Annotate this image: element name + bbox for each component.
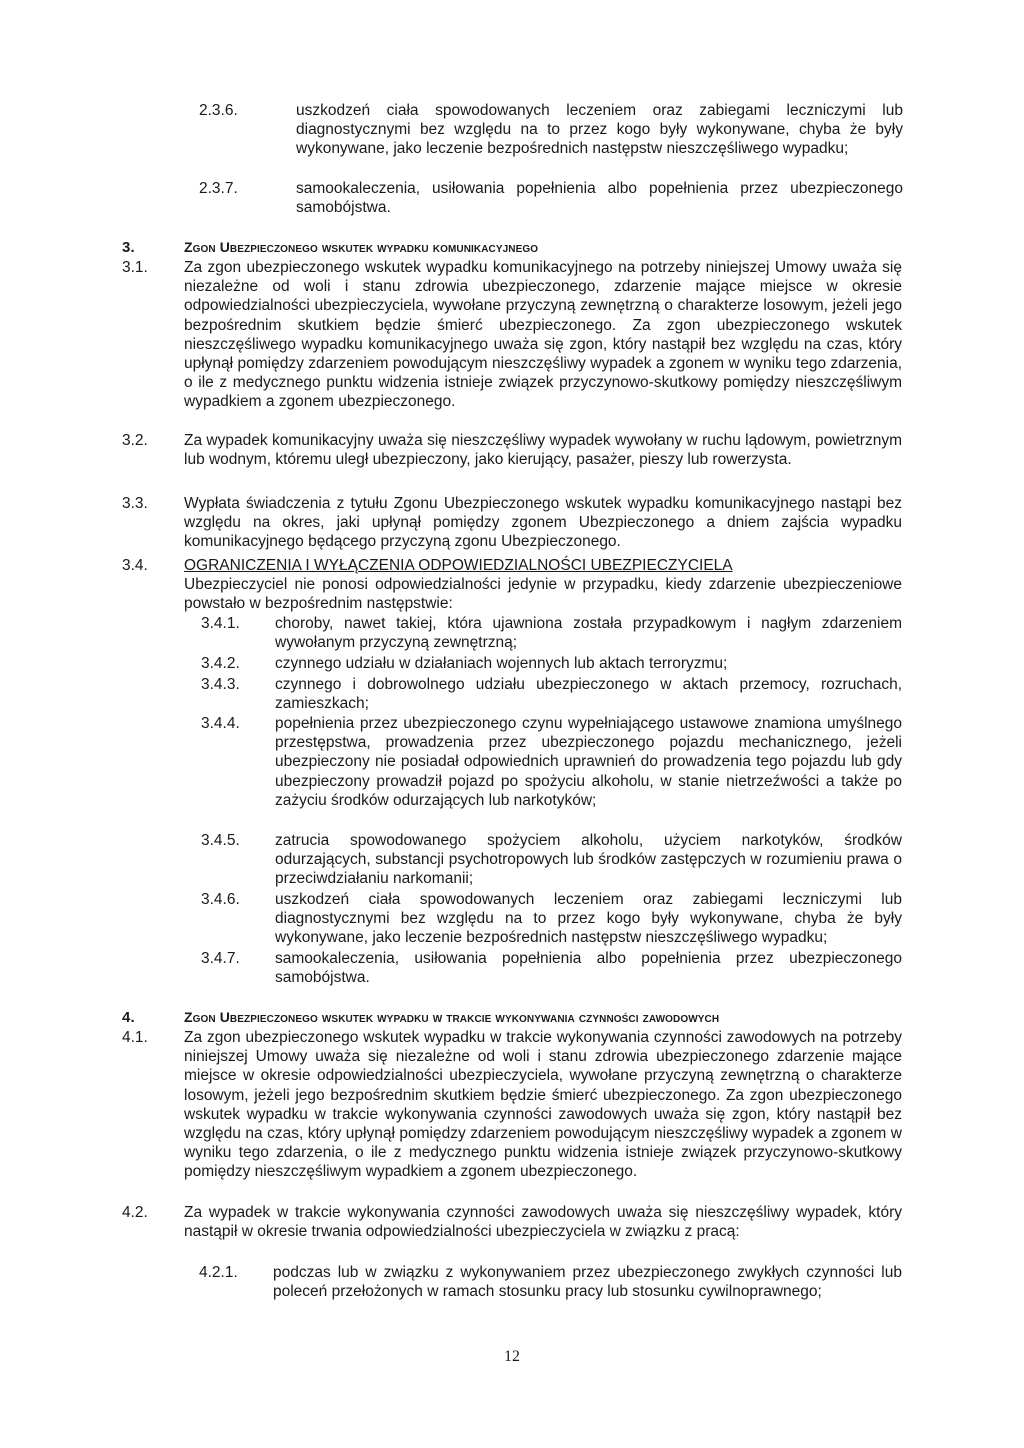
clause-number: 3.1. (122, 259, 148, 276)
clause-number: 3.4.6. (201, 891, 240, 908)
clause-body (184, 556, 902, 614)
clause-text: Wypłata świadczenia z tytułu Zgonu Ubezpieczonego wskutek wypadku komunikacyjnego nastąpi bez względu na okres, jaki upłynął pomiędzy zgonem Ubezpieczonego a dniem zajścia wypadku komunikacyjnego będącego przyczyną zgonu Ubezpieczonego. (184, 495, 902, 551)
clause-2-3-7 (199, 179, 903, 217)
clause-4-1 (122, 1028, 902, 1182)
clause-text: czynnego i dobrowolnego udziału ubezpieczonego w aktach przemocy, rozruchach, zamieszkach; (275, 676, 902, 713)
clause-3-4-7 (201, 949, 902, 987)
clause-text: Za zgon ubezpieczonego wskutek wypadku komunikacyjnego na potrzeby niniejszej Umowy uważa się niezależne od woli i stanu zdrowia ubezpieczonego, zdarzenie mające miejsce w okresie odpowiedzialności ubezpieczyciela, wywołane przyczyną zewnętrzną o charakterze losowym, jeżeli jego bezpośrednim skutkiem będzie śmierć ubezpieczonego. Za zgon ubezpieczonego wskutek nieszczęśliwego wypadku komunikacyjnego uważa się zgon, który nastąpił bez względu na czas, który upłynął pomiędzy zdarzeniem powodującym nieszczęśliwy wypadek a zgonem w wyniku tego zdarzenia, o ile z medycznego punktu widzenia istnieje związek przyczynowo-skutkowy pomiędzy nieszczęśliwym wypadkiem a zgonem ubezpieczonego. (184, 259, 902, 411)
clause-number: 2.3.6. (199, 102, 238, 119)
clause-3-4-2 (201, 654, 902, 673)
clause-text: Za wypadek komunikacyjny uważa się nieszczęśliwy wypadek wywołany w ruchu lądowym, powietrznym lub wodnym, któremu uległ ubezpieczony, jako kierujący, pasażer, pieszy lub rowerzysta. (184, 432, 902, 469)
page-number: 12 (504, 1348, 520, 1365)
clause-number: 4.1. (122, 1029, 148, 1046)
clause-text: uszkodzeń ciała spowodowanych leczeniem oraz zabiegami leczniczymi lub diagnostycznymi bez względu na to przez kogo były wykonywane, chyba że były wykonywane, jako leczenie bezpośrednich następstw nieszczęśliwego wypadku; (296, 102, 903, 158)
clause-3-4-1 (201, 614, 902, 652)
clause-number: 3.4.3. (201, 676, 240, 693)
clause-title: OGRANICZENIA I WYŁĄCZENIA ODPOWIEDZIALNOŚCI UBEZPIECZYCIELA (184, 557, 733, 574)
clause-text: podczas lub w związku z wykonywaniem przez ubezpieczonego zwykłych czynności lub poleceń przełożonych w ramach stosunku pracy lub stosunku cywilnoprawnego; (273, 1264, 902, 1301)
clause-number: 3.4.5. (201, 832, 240, 849)
clause-3-4-5 (201, 831, 902, 889)
clause-text: Ubezpieczyciel nie ponosi odpowiedzialności jedynie w przypadku, kiedy zdarzenie ubezpieczeniowe powstało w bezpośrednim następstwie: (184, 576, 902, 613)
clause-number: 3.4.7. (201, 950, 240, 967)
clause-3-2 (122, 431, 902, 469)
clause-number: 2.3.7. (199, 180, 238, 197)
clause-3-4-4 (201, 714, 902, 810)
clause-number: 3.4.1. (201, 615, 240, 632)
clause-text: Za zgon ubezpieczonego wskutek wypadku w trakcie wykonywania czynności zawodowych na potrzeby niniejszej Umowy uważa się niezależne od woli i stanu zdrowia ubezpieczonego zdarzenie mające miejsce w okresie odpowiedzialności ubezpieczyciela, wywołane przyczyną zewnętrzną o charakterze losowym, jeżeli jego bezpośrednim skutkiem będzie śmierć ubezpieczonego. Za zgon ubezpieczonego wskutek wypadku w trakcie wykonywania czynności zawodowych uważa się zgon, który nastąpił bez względu na czas, który upłynął pomiędzy zdarzeniem powodującym nieszczęśliwy wypadek a zgonem w wyniku tego zdarzenia, o ile z medycznego punktu widzenia istnieje związek przyczynowo-skutkowy pomiędzy nieszczęśliwym wypadkiem a zgonem ubezpieczonego. (184, 1029, 902, 1181)
clause-number: 3.4.2. (201, 655, 240, 672)
clause-number: 3.4.4. (201, 715, 240, 732)
clause-4-2 (122, 1203, 902, 1241)
clause-3-1 (122, 258, 902, 412)
clause-3-3 (122, 494, 902, 552)
clause-3-4-3 (201, 675, 902, 713)
clause-text: samookaleczenia, usiłowania popełnienia albo popełnienia przez ubezpieczonego samobójstwa. (296, 180, 903, 217)
clause-text: czynnego udziału w działaniach wojennych lub aktach terroryzmu; (275, 655, 728, 672)
clause-3-4-6 (201, 890, 902, 948)
clause-3-4 (122, 556, 902, 614)
clause-text: zatrucia spowodowanego spożyciem alkoholu, użyciem narkotyków, środków odurzających, substancji psychotropowych lub środków zastępczych w rozumieniu prawa o przeciwdziałaniu narkomanii; (275, 832, 902, 888)
clause-text: choroby, nawet takiej, która ujawniona została przypadkowym i nagłym zdarzeniem wywołanym przyczyną zewnętrzną; (275, 615, 902, 652)
clause-number: 3.2. (122, 432, 148, 449)
clause-4-2-1 (199, 1263, 902, 1301)
clause-text: Za wypadek w trakcie wykonywania czynności zawodowych uważa się nieszczęśliwy wypadek, który nastąpił w okresie trwania odpowiedzialności ubezpieczyciela w związku z pracą: (184, 1204, 902, 1241)
clause-text: popełnienia przez ubezpieczonego czynu wypełniającego ustawowe znamiona umyślnego przestępstwa, prowadzenia przez ubezpieczonego pojazdu mechanicznego, jeżeli ubezpieczony nie posiadał odpowiednich uprawnień do prowadzenia tego pojazdu lub gdy ubezpieczony prowadził pojazd po spożyciu alkoholu, w stanie nietrzeźwości a także po zażyciu środków odurzających lub narkotyków; (275, 715, 902, 809)
section-number: 3. (122, 239, 135, 256)
section-heading-4 (122, 1008, 922, 1027)
clause-text: uszkodzeń ciała spowodowanych leczeniem oraz zabiegami leczniczymi lub diagnostycznymi bez względu na to przez kogo były wykonywane, chyba że były wykonywane, jako leczenie bezpośrednich następstw nieszczęśliwego wypadku; (275, 891, 902, 947)
clause-number: 3.3. (122, 495, 148, 512)
section-number: 4. (122, 1009, 135, 1026)
clause-number: 4.2.1. (199, 1264, 238, 1281)
section-heading-3 (122, 238, 912, 257)
section-title: Zgon Ubezpieczonego wskutek wypadku komunikacyjnego (184, 239, 539, 255)
clause-number: 3.4. (122, 557, 148, 574)
clause-number: 4.2. (122, 1204, 148, 1221)
clause-2-3-6 (199, 101, 903, 159)
section-title: Zgon Ubezpieczonego wskutek wypadku w trakcie wykonywania czynności zawodowych (184, 1009, 720, 1025)
clause-text: samookaleczenia, usiłowania popełnienia albo popełnienia przez ubezpieczonego samobójstwa. (275, 950, 902, 987)
